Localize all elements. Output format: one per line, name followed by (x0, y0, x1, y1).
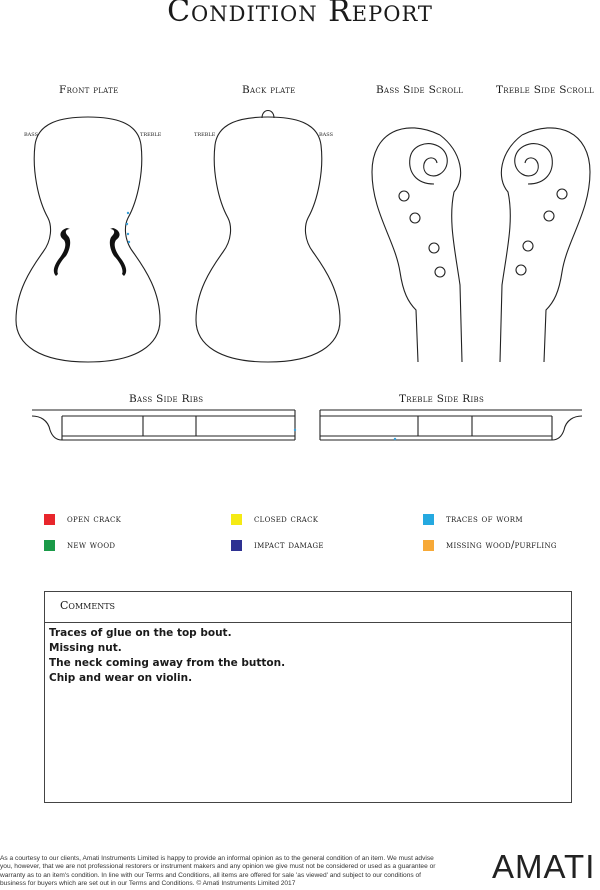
back-plate-outline (196, 111, 340, 363)
comments-box (44, 591, 572, 803)
treble-ribs-label: Treble Side Ribs (399, 393, 485, 405)
comment-line: Chip and wear on violin. (49, 672, 193, 684)
treble-scroll-outline (500, 128, 590, 362)
back-plate-label: Back plate (242, 84, 296, 96)
front-plate-label: Front plate (59, 84, 119, 96)
comments-header (45, 592, 571, 623)
bass-ribs-outline (32, 410, 296, 440)
worm-trace-mark (394, 438, 396, 440)
legend-swatch (423, 540, 434, 551)
legend-swatch (44, 540, 55, 551)
worm-trace-mark (294, 429, 296, 431)
comments-heading: Comments (60, 599, 116, 612)
back-plate-treble-label: treble (194, 130, 216, 138)
legend-label: impact damage (254, 540, 324, 551)
f-hole-left (54, 228, 70, 276)
amati-logo: AMATI (492, 848, 596, 885)
bass-scroll-outline (372, 128, 462, 362)
legend-item-closed-crack (231, 514, 318, 525)
legend-item-missing-wood (423, 540, 557, 551)
legend-item-impact-damage (231, 540, 324, 551)
legend-item-traces-of-worm (423, 514, 523, 525)
treble-scroll-label: Treble Side Scroll (496, 84, 594, 96)
page-title: Condition Report (167, 0, 433, 29)
f-hole-right (110, 228, 126, 276)
legend-label: closed crack (254, 514, 319, 525)
worm-trace-mark (126, 223, 128, 225)
comment-line: The neck coming away from the button. (49, 657, 286, 669)
comment-line: Missing nut. (49, 642, 122, 654)
worm-trace-mark (127, 212, 129, 214)
legend-label: new wood (67, 540, 116, 551)
back-plate-bass-label: bass (319, 130, 334, 138)
front-plate-bass-label: bass (24, 130, 39, 138)
legend-label: traces of worm (446, 514, 523, 525)
front-plate-outline (16, 117, 160, 362)
legend-label: missing wood/purfling (446, 540, 557, 551)
legend-swatch (44, 514, 55, 525)
treble-ribs-outline (320, 410, 582, 440)
bass-ribs-label: Bass Side Ribs (129, 393, 204, 405)
comment-line: Traces of glue on the top bout. (49, 627, 232, 639)
worm-trace-mark (127, 233, 129, 235)
footer-disclaimer: As a courtesy to our clients, Amati Instruments Limited is happy to provide an informal opinion as to the general condition of an item. We must advise you, however, that we are not professional restorers or instrument makers and any opinion we give must not be considered or used as a guarantee or warranty as to an item's condition. In line with our Terms and Conditions, all items are offered for sale 'as viewed' and subject to our conditions of business for buyers which are set out in our Terms and Conditions. © Amati Instruments Limited 2017 (0, 855, 436, 888)
worm-trace-mark (128, 241, 130, 243)
legend-swatch (423, 514, 434, 525)
legend-label: open crack (67, 514, 122, 525)
legend-swatch (231, 540, 242, 551)
bass-scroll-label: Bass Side Scroll (376, 84, 464, 96)
legend-item-new-wood (44, 540, 115, 551)
front-plate-treble-label: treble (140, 130, 162, 138)
legend-swatch (231, 514, 242, 525)
legend-item-open-crack (44, 514, 121, 525)
comments-text (49, 626, 285, 686)
